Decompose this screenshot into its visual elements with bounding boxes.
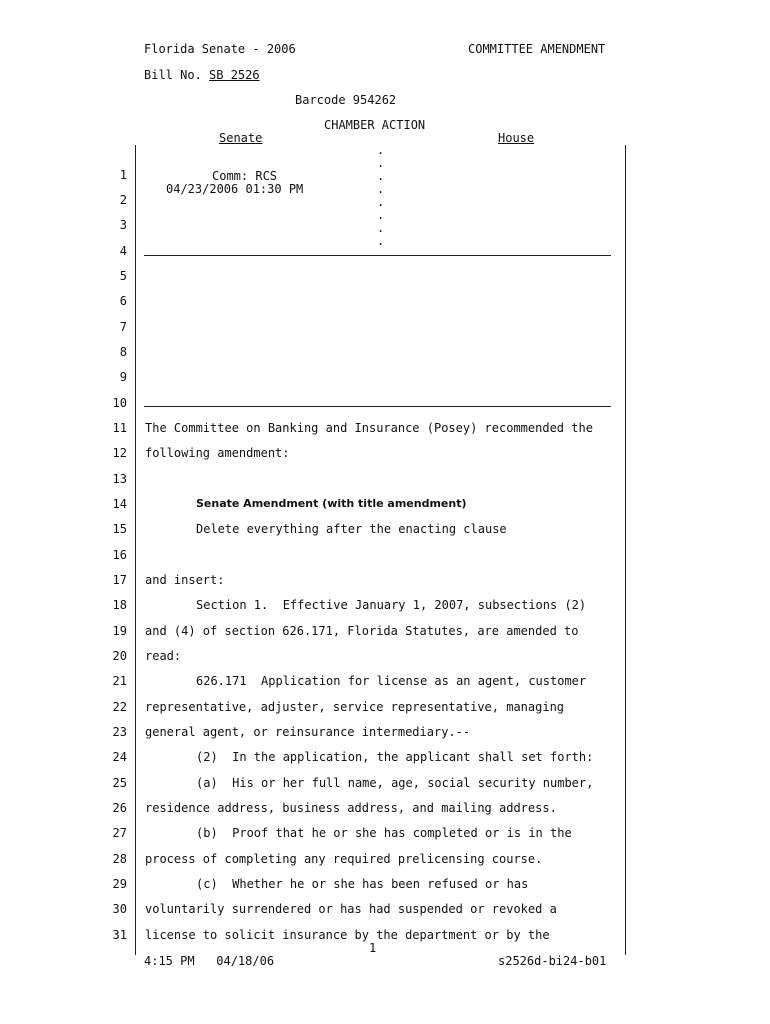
line-number: 21 bbox=[112, 674, 127, 688]
line-number: 12 bbox=[112, 446, 127, 460]
dot: . bbox=[377, 208, 385, 222]
dot: . bbox=[377, 221, 385, 235]
line-number: 30 bbox=[112, 902, 127, 916]
body-line: 626.171 Application for license as an agent, customer bbox=[196, 674, 587, 688]
committee-action: Comm: RCS bbox=[212, 169, 278, 183]
dot: . bbox=[377, 182, 385, 196]
body-line: and insert: bbox=[145, 573, 225, 587]
body-line: The Committee on Banking and Insurance (Posey) recommended the bbox=[145, 421, 593, 435]
line-number: 15 bbox=[112, 522, 127, 536]
body-line: process of completing any required prelicensing course. bbox=[145, 852, 543, 866]
line-number: 1 bbox=[119, 168, 127, 182]
footer-timestamp: 4:15 PM 04/18/06 bbox=[144, 954, 275, 968]
body-line: (2) In the application, the applicant shall set forth: bbox=[196, 750, 594, 764]
bill-id: SB 2526 bbox=[209, 68, 260, 82]
body-line: following amendment: bbox=[145, 446, 290, 460]
line-number: 14 bbox=[112, 497, 127, 511]
line-number: 27 bbox=[112, 826, 127, 840]
line-number: 24 bbox=[112, 750, 127, 764]
body-line: representative, adjuster, service representative, managing bbox=[145, 700, 565, 714]
amendment-heading: Senate Amendment (with title amendment) bbox=[196, 497, 467, 510]
body-line: residence address, business address, and mailing address. bbox=[145, 801, 557, 815]
footer-code: s2526d-bi24-b01 bbox=[498, 954, 607, 968]
divider-line bbox=[144, 255, 611, 256]
line-number: 25 bbox=[112, 776, 127, 790]
line-number: 8 bbox=[119, 345, 127, 359]
right-margin-rule bbox=[625, 145, 626, 955]
body-line: Section 1. Effective January 1, 2007, subsections (2) bbox=[196, 598, 587, 612]
line-number: 16 bbox=[112, 548, 127, 562]
action-datetime: 04/23/2006 01:30 PM bbox=[166, 182, 304, 196]
senate-label: Senate bbox=[219, 131, 263, 145]
body-line: (a) His or her full name, age, social security number, bbox=[196, 776, 594, 790]
line-number: 18 bbox=[112, 598, 127, 612]
dot: . bbox=[377, 156, 385, 170]
body-line: read: bbox=[145, 649, 182, 663]
line-number: 29 bbox=[112, 877, 127, 891]
line-number: 3 bbox=[119, 218, 127, 232]
line-number: 28 bbox=[112, 852, 127, 866]
document-type: COMMITTEE AMENDMENT bbox=[468, 42, 606, 56]
body-line: voluntarily surrendered or has had suspended or revoked a bbox=[145, 902, 557, 916]
left-margin-rule bbox=[135, 145, 136, 955]
line-number: 31 bbox=[112, 928, 127, 942]
body-line: (c) Whether he or she has been refused or has bbox=[196, 877, 529, 891]
line-number: 20 bbox=[112, 649, 127, 663]
line-number: 2 bbox=[119, 193, 127, 207]
body-line: general agent, or reinsurance intermediary.-- bbox=[145, 725, 471, 739]
line-number: 23 bbox=[112, 725, 127, 739]
bill-prefix: Bill No. bbox=[144, 68, 210, 82]
line-number: 5 bbox=[119, 269, 127, 283]
line-number: 11 bbox=[112, 421, 127, 435]
line-number: 26 bbox=[112, 801, 127, 815]
line-number: 6 bbox=[119, 294, 127, 308]
house-label: House bbox=[498, 131, 535, 145]
dot: . bbox=[377, 143, 385, 157]
line-number: 17 bbox=[112, 573, 127, 587]
line-number: 19 bbox=[112, 624, 127, 638]
divider-line bbox=[144, 406, 611, 407]
line-number: 22 bbox=[112, 700, 127, 714]
line-number: 13 bbox=[112, 472, 127, 486]
body-line: and (4) of section 626.171, Florida Statutes, are amended to bbox=[145, 624, 579, 638]
body-line: Delete everything after the enacting clause bbox=[196, 522, 507, 536]
page-number: 1 bbox=[369, 941, 377, 955]
barcode: Barcode 954262 bbox=[295, 93, 397, 107]
body-line: license to solicit insurance by the department or by the bbox=[145, 928, 550, 942]
dot: . bbox=[377, 169, 385, 183]
dot: . bbox=[377, 195, 385, 209]
line-number: 7 bbox=[119, 320, 127, 334]
line-number: 10 bbox=[112, 396, 127, 410]
bill-number bbox=[144, 68, 260, 82]
line-number: 4 bbox=[119, 244, 127, 258]
line-number: 9 bbox=[119, 370, 127, 384]
body-line: (b) Proof that he or she has completed or is in the bbox=[196, 826, 572, 840]
dot: . bbox=[377, 234, 385, 248]
session-title: Florida Senate - 2006 bbox=[144, 42, 296, 56]
chamber-action-title: CHAMBER ACTION bbox=[324, 118, 426, 132]
